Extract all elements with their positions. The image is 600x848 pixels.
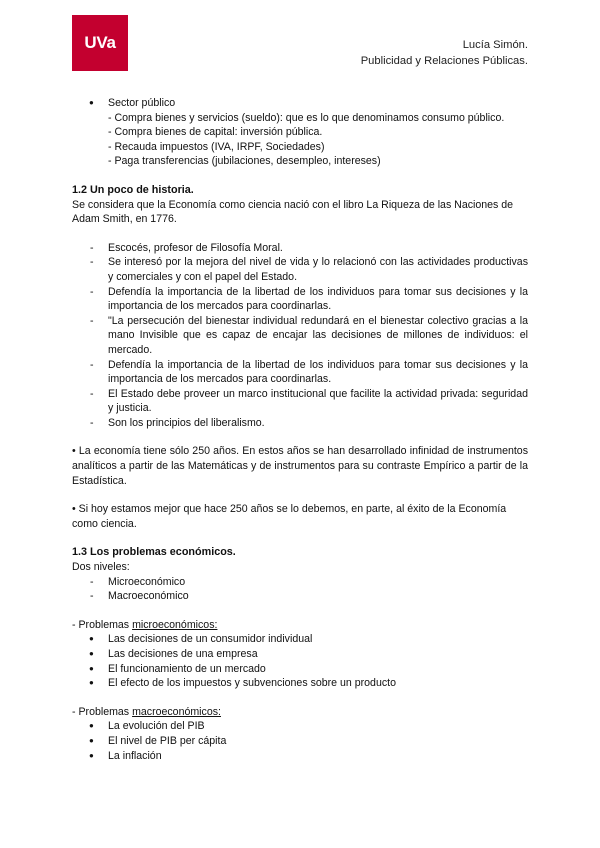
levels-label: Dos niveles: [72,561,130,574]
sector-title: ● Sector público [72,96,528,111]
list-item: ● Las decisiones de un consumidor individual [72,632,528,647]
macro-heading [72,705,528,720]
author-name: Lucía Simón. [462,39,528,51]
page-header [361,37,528,69]
sector-item: - Compra bienes y servicios (sueldo): que es lo que denominamos consumo público. [108,111,505,124]
list-item: - Son los principios del liberalismo. [72,416,528,431]
macro-list [72,719,528,763]
list-item: ● La inflación [72,749,528,764]
micro-label: microeconómicos: [132,618,218,631]
list-item: ● Las decisiones de una empresa [72,647,528,662]
list-item: - El Estado debe proveer un marco institucional que facilite la actividad privada: seguridad y justicia. [72,387,528,416]
historia-list [72,241,528,431]
list-item: ● El efecto de los impuestos y subvenciones sobre un producto [72,676,528,691]
course-name: Publicidad y Relaciones Públicas. [360,55,528,67]
uva-logo: UVa [72,15,128,71]
historia-paragraph: • La economía tiene sólo 250 años. En estos años se han desarrollado infinidad de instrumentos analíticos a partir de las Matemáticas y de instrumentos para su contraste Empírico a partir de la Estadística. [72,445,528,487]
list-item: ● El nivel de PIB per cápita [72,734,528,749]
list-item: - Escocés, profesor de Filosofía Moral. [72,241,528,256]
sector-item: - Recauda impuestos (IVA, IRPF, Sociedades) [108,140,325,153]
list-item: - Defendía la importancia de la libertad de los individuos para tomar sus decisiones y la importancia de los mercados para coordinarlas. [72,358,528,387]
historia-paragraph: • Si hoy estamos mejor que hace 250 años se lo debemos, en parte, al éxito de la Economía como ciencia. [72,503,507,530]
list-item: - Defendía la importancia de la libertad de los individuos para tomar sus decisiones y la importancia de los mercados para coordinarlas. [72,285,528,314]
micro-heading [72,618,528,633]
section-heading-problemas: 1.3 Los problemas económicos. [72,546,236,559]
levels-list [72,575,528,604]
micro-list [72,632,528,690]
list-item: - "La persecución del bienestar individual redundará en el bienestar colectivo gracias a la mano Invisible que es capaz de encajar las decisiones de millones de individuos: el mercado. [72,314,528,358]
macro-prefix: - Problemas [72,705,133,718]
sector-item: - Compra bienes de capital: inversión pública. [108,126,323,139]
historia-intro: Se considera que la Economía como ciencia nació con el libro La Riqueza de las Naciones de Adam Smith, en 1776. [72,198,514,226]
list-item: - Macroeconómico [72,589,528,604]
list-item: ● La evolución del PIB [72,719,528,734]
list-item: - Microeconómico [72,575,528,590]
macro-label: macroeconómicos: [132,705,221,718]
list-item: ● El funcionamiento de un mercado [72,662,528,677]
micro-prefix: - Problemas [72,618,133,631]
document-body [72,96,528,763]
section-heading-historia: 1.2 Un poco de historia. [72,183,194,196]
list-item: - Se interesó por la mejora del nivel de vida y lo relacionó con las actividades productivas y comerciales y con el papel del Estado. [72,255,528,284]
sector-item: - Paga transferencias (jubilaciones, desempleo, intereses) [108,155,381,168]
